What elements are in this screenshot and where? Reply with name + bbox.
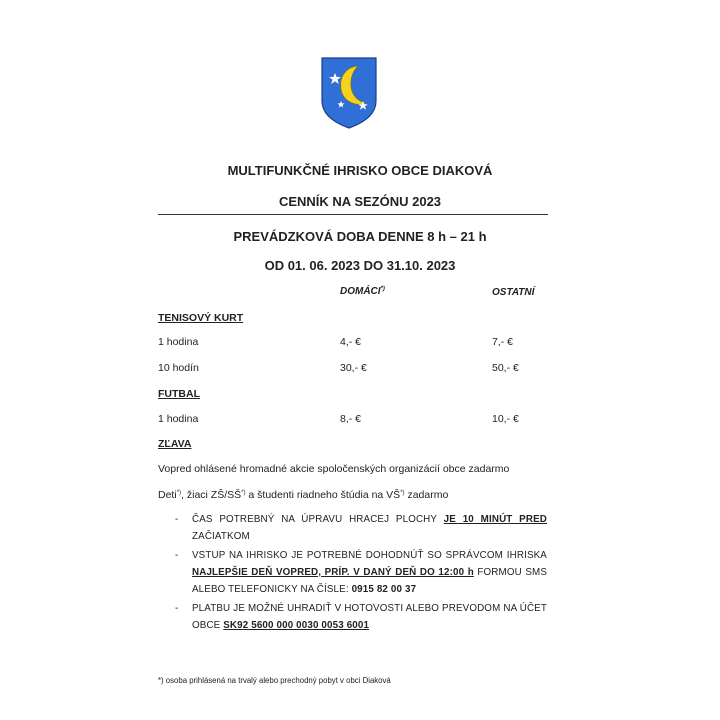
document-title: MULTIFUNKČNÉ IHRISKO OBCE DIAKOVÁ <box>227 163 493 178</box>
bullet-payment: - PLATBU JE MOŽNÉ UHRADIŤ V HOTOVOSTI ALEBO PREVODOM NA ÚČET OBCE SK92 5600 000 0030 0053 6001 <box>175 600 547 634</box>
price-others: 50,- € <box>492 362 519 374</box>
bullet-booking: - VSTUP NA IHRISKO JE POTREBNÉ DOHODNÚŤ SO SPRÁVCOM IHRISKA NAJLEPŠIE DEŇ VOPRED, PRÍP. V DANÝ DEŇ DO 12:00 h FORMOU SMS ALEBO TELEFONICKY NA ČÍSLE: 0915 82 00 37 <box>175 547 547 598</box>
divider <box>158 214 548 215</box>
phone-number: 0915 82 00 37 <box>351 584 417 595</box>
price-domestic: 30,- € <box>340 362 367 374</box>
document-subtitle: CENNÍK NA SEZÓNU 2023 <box>278 194 442 209</box>
discount-text-students: Deti*), žiaci ZŠ/SŠ*) a študenti riadneho štúdia na VŠ*) zadarmo <box>158 489 449 501</box>
section-title-tennis: TENISOVÝ KURT <box>158 312 244 324</box>
price-others: 10,- € <box>492 413 519 425</box>
price-row-label: 1 hodina <box>158 336 199 348</box>
section-title-football: FUTBAL <box>158 388 200 400</box>
column-header-others: OSTATNÍ <box>492 287 535 298</box>
season-dates: OD 01. 06. 2023 DO 31.10. 2023 <box>264 258 456 273</box>
footnote: *) osoba prihlásená na trvalý alebo prechodný pobyt v obci Diaková <box>158 676 391 685</box>
price-domestic: 8,- € <box>340 413 362 425</box>
bullet-dash: - <box>175 603 179 614</box>
discount-text-groups: Vopred ohlásené hromadné akcie spoločenských organizácií obce zadarmo <box>158 463 510 475</box>
section-title-discount: ZĽAVA <box>158 438 192 450</box>
iban: SK92 5600 000 0030 0053 6001 <box>223 620 370 631</box>
price-row-label: 10 hodín <box>158 362 199 374</box>
column-header-domestic: DOMÁCI*) <box>340 286 385 297</box>
bullet-prep-time: - ČAS POTREBNÝ NA ÚPRAVU HRACEJ PLOCHY JE 10 MINÚT PRED ZAČIATKOM <box>175 511 547 545</box>
price-row-label: 1 hodina <box>158 413 199 425</box>
price-others: 7,- € <box>492 336 514 348</box>
coat-of-arms <box>321 57 377 129</box>
price-domestic: 4,- € <box>340 336 362 348</box>
bullet-dash: - <box>175 550 179 561</box>
operating-hours: PREVÁDZKOVÁ DOBA DENNE 8 h – 21 h <box>233 229 487 244</box>
bullet-dash: - <box>175 514 179 525</box>
